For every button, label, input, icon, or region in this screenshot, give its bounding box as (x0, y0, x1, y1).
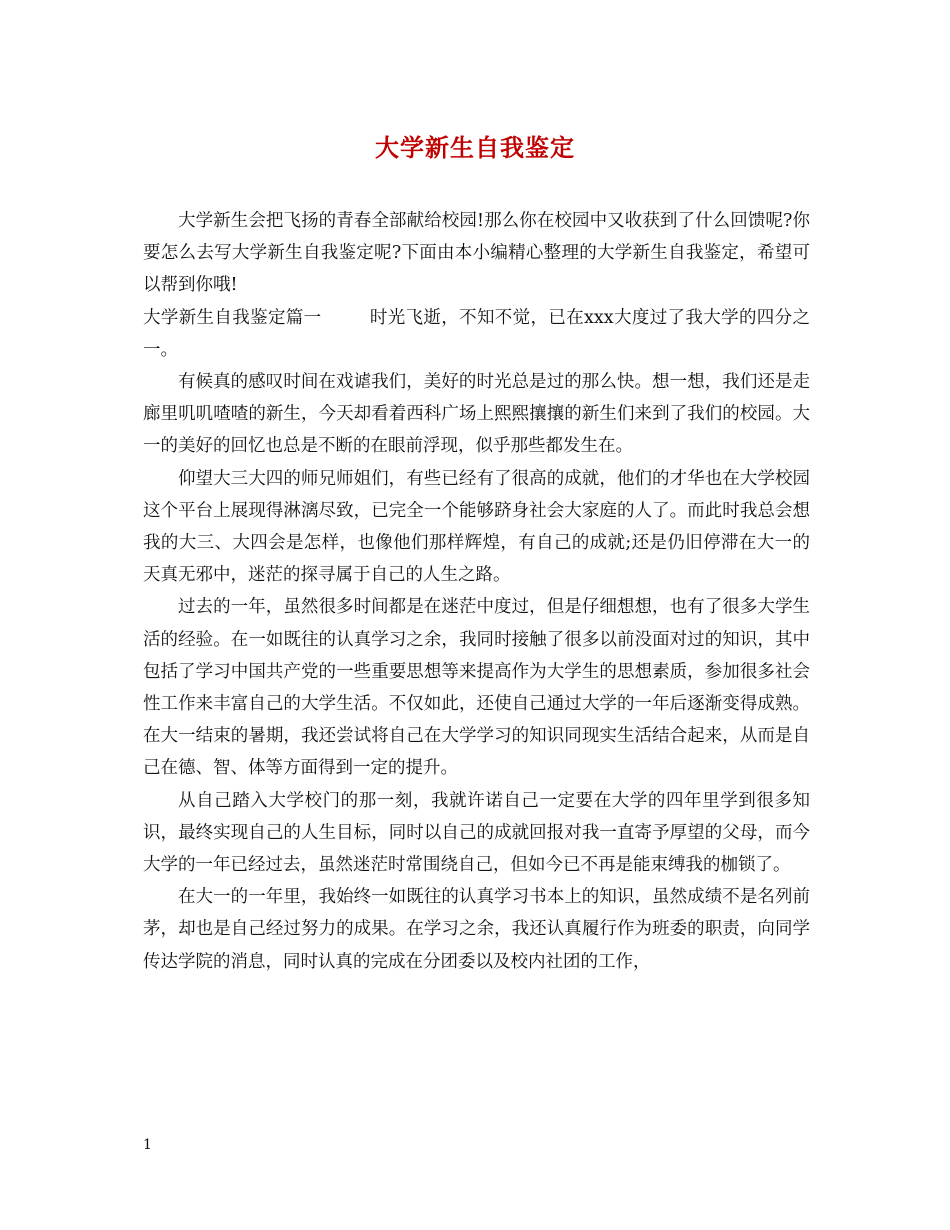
body-paragraph: 从自己踏入大学校门的那一刻，我就许诺自己一定要在大学的四年里学到很多知识，最终实现自己的人生目标，同时以自己的成就回报对我一直寄予厚望的父母，而今大学的一年已经过去，虽然迷茫时常围绕自己，但如今已不再是能束缚我的枷锁了。 (143, 790, 810, 876)
body-paragraph: 有候真的感叹时间在戏谑我们，美好的时光总是过的那么快。想一想，我们还是走廊里叽叽喳喳的新生，今天却看着西科广场上熙熙攘攘的新生们来到了我们的校园。大一的美好的回忆也总是不断的在眼前浮现，似乎那些都发生在。 (143, 372, 810, 457)
body-paragraph: 在大一的一年里，我始终一如既往的认真学习书本上的知识，虽然成绩不是名列前茅，却也是自己经过努力的成果。在学习之余，我还认真履行作为班委的职责，向同学传达学院的消息，同时认真的完成在分团委以及校内社团的工作， (143, 887, 810, 972)
section-first-text: 时光飞逝，不知不觉，已在xxx大度过了我大学的四分之一。 (143, 307, 810, 360)
section-first-line (143, 302, 810, 366)
document-title: 大学新生自我鉴定 (375, 133, 575, 162)
body-paragraph: 仰望大三大四的师兄师姐们，有些已经有了很高的成就，他们的才华也在大学校园这个平台上展现得淋漓尽致，已完全一个能够跻身社会大家庭的人了。而此时我总会想我的大三、大四会是怎样，也像他们那样辉煌，有自己的成就;还是仍旧停滞在大一的天真无邪中，迷茫的探寻属于自己的人生之路。 (143, 468, 810, 586)
document-body (143, 205, 810, 978)
body-paragraph: 过去的一年，虽然很多时间都是在迷茫中度过，但是仔细想想，也有了很多大学生活的经验。在一如既往的认真学习之余，我同时接触了很多以前没面对过的知识，其中包括了学习中国共产党的一些重要思想等来提高作为大学生的思想素质，参加很多社会性工作来丰富自己的大学生活。不仅如此，还使自己通过大学的一年后逐渐变得成熟。在大一结束的暑期，我还尝试将自己在大学学习的知识同现实生活结合起来，从而是自己在德、智、体等方面得到一定的提升。 (143, 597, 810, 779)
section-heading: 大学新生自我鉴定篇一 (143, 307, 322, 328)
page-number: 1 (143, 1137, 152, 1153)
intro-paragraph: 大学新生会把飞扬的青春全部献给校园!那么你在校园中又收获到了什么回馈呢?你要怎么去写大学新生自我鉴定呢?下面由本小编精心整理的大学新生自我鉴定，希望可以帮到你哦! (143, 211, 810, 296)
